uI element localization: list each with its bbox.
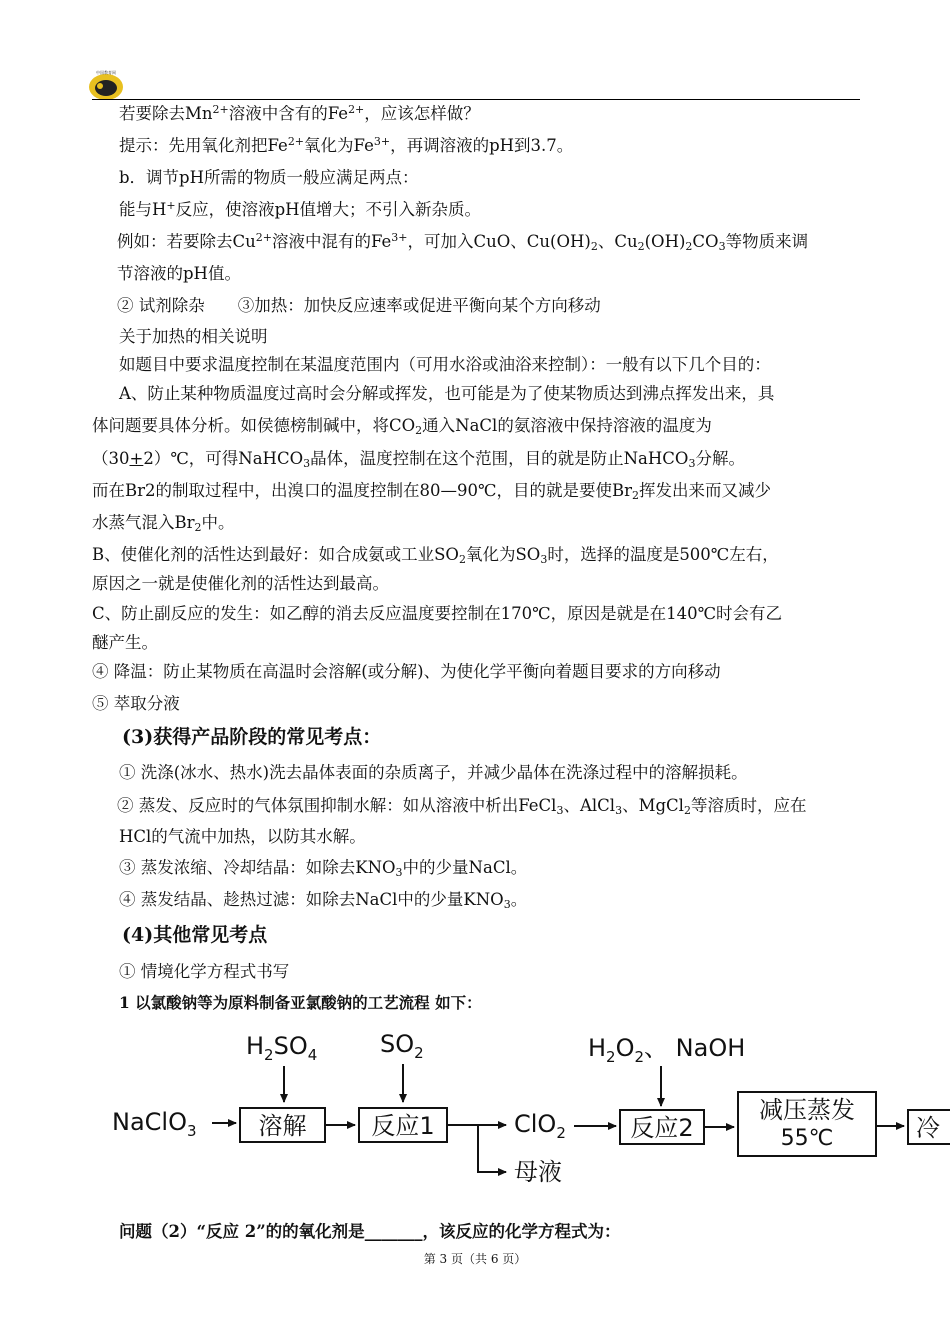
- process-label: 反应1: [371, 1112, 435, 1140]
- header-rule: [92, 99, 860, 100]
- text-line: ④ 降温：防止某物质在高温时会溶解(或分解)、为使化学平衡向着题目要求的方向移动: [92, 662, 721, 681]
- text-line: ② 蒸发、反应时的气体氛围抑制水解：如从溶液中析出FeCl$_3$、AlCl$_3$、MgCl$_2$等溶质时，应在: [117, 796, 807, 817]
- text-line: 体问题要具体分析。如侯德榜制碱中，将$CO_2$通入NaCl的氨溶液中保持溶液的温度为: [92, 416, 712, 437]
- text-line: （30+2）℃，可得NaHCO$_3$晶体，温度控制在这个范围，目的就是防止NaHCO$_3$分解。: [92, 449, 745, 470]
- text-line: ⑤ 萃取分液: [92, 694, 180, 713]
- process-flow-diagram: [108, 1022, 950, 1192]
- intermediate-clo2: ClO$_2$: [514, 1110, 566, 1142]
- text-line: 原因之一就是使催化剂的活性达到最高。: [92, 574, 389, 593]
- process-label: 溶解: [258, 1112, 307, 1140]
- process-label: 减压蒸发: [759, 1096, 855, 1124]
- text-line: ④ 蒸发结晶、趁热过滤：如除去NaCl中的少量$KNO_3$。: [119, 890, 528, 911]
- text-line: 能与H+反应，使溶液pH值增大；不引入新杂质。: [119, 199, 482, 219]
- reagent-so2: $SO_2$: [380, 1030, 424, 1062]
- text-line: 例如：若要除去$Cu^{2+}$溶液中混有的$Fe^{3+}$，可加入CuO、$Cu(OH)_2$、$Cu_2(OH)_2CO_3$等物质来调: [117, 231, 809, 253]
- text-line: ① 情境化学方程式书写: [119, 962, 290, 981]
- process-label: 冷: [916, 1114, 940, 1142]
- text-line: C、防止副反应的发生：如乙醇的消去反应温度要控制在170℃，原因是就是在140℃时会有乙: [92, 604, 783, 623]
- svg-text:中国教育网: 中国教育网: [96, 70, 116, 75]
- text-line: 节溶液的pH值。: [117, 264, 241, 283]
- text-line: ② 试剂除杂 ③加热：加快反应速率或促进平衡向某个方向移动: [117, 296, 601, 315]
- text-line: ③ 蒸发浓缩、冷却结晶：如除去$KNO_3$中的少量NaCl。: [119, 858, 528, 879]
- mother-liquor-label: 母液: [514, 1158, 562, 1186]
- question-line: 问题（2）“反应 2”的的氧化剂是_______，该反应的化学方程式为：: [119, 1222, 621, 1241]
- reagent-h2so4: $H_2SO_4$: [246, 1032, 318, 1064]
- section-heading: (3)获得产品阶段的常见考点：: [122, 726, 382, 748]
- text-line: 醚产生。: [92, 633, 158, 652]
- text-line: 提示：先用氧化剂把$Fe^{2+}$氧化为$Fe^{3+}$，再调溶液的pH到3.7。: [119, 135, 574, 155]
- page-footer: 第 3 页（共 6 页）: [423, 1252, 527, 1266]
- feed-naclo3: NaClO$_3$: [112, 1108, 197, 1140]
- arrow-branch: [478, 1125, 506, 1172]
- text-line: b．调节pH所需的物质一般应满足两点：: [119, 168, 419, 187]
- text-line: A、防止某种物质温度过高时会分解或挥发，也可能是为了使某物质达到沸点挥发出来，具: [119, 384, 775, 403]
- text-line: HCl的气流中加热，以防其水解。: [119, 827, 366, 846]
- process-label: 反应2: [630, 1114, 694, 1142]
- text-line: 关于加热的相关说明: [119, 327, 268, 346]
- process-label: 55℃: [780, 1126, 834, 1151]
- text-line: ① 洗涤(冰水、热水)洗去晶体表面的杂质离子，并减少晶体在洗涤过程中的溶解损耗。: [119, 763, 748, 782]
- text-line: 水蒸气混入$Br_2$中。: [92, 513, 235, 534]
- text-line: 若要除去$Mn^{2+}$溶液中含有的$Fe^{2+}$，应该怎样做？: [119, 103, 480, 123]
- logo-icon: [86, 68, 126, 102]
- reagent-h2o2-naoh: $H_2O_2$、 NaOH: [588, 1034, 746, 1066]
- text-line: 如题目中要求温度控制在某温度范围内（可用水浴或油浴来控制）：一般有以下几个目的：: [119, 355, 771, 374]
- section-heading: (4)其他常见考点: [122, 924, 268, 946]
- text-line: 1 以氯酸钠等为原料制备亚氯酸钠的工艺流程 如下：: [119, 993, 482, 1012]
- text-line: 而在Br2的制取过程中，出溴口的温度控制在80—90℃，目的就是要使$Br_2$挥发出来而又减少: [92, 481, 771, 502]
- text-line: B、使催化剂的活性达到最好：如合成氨或工业$SO_2$氧化为$SO_3$时，选择的温度是500℃左右，: [92, 545, 779, 566]
